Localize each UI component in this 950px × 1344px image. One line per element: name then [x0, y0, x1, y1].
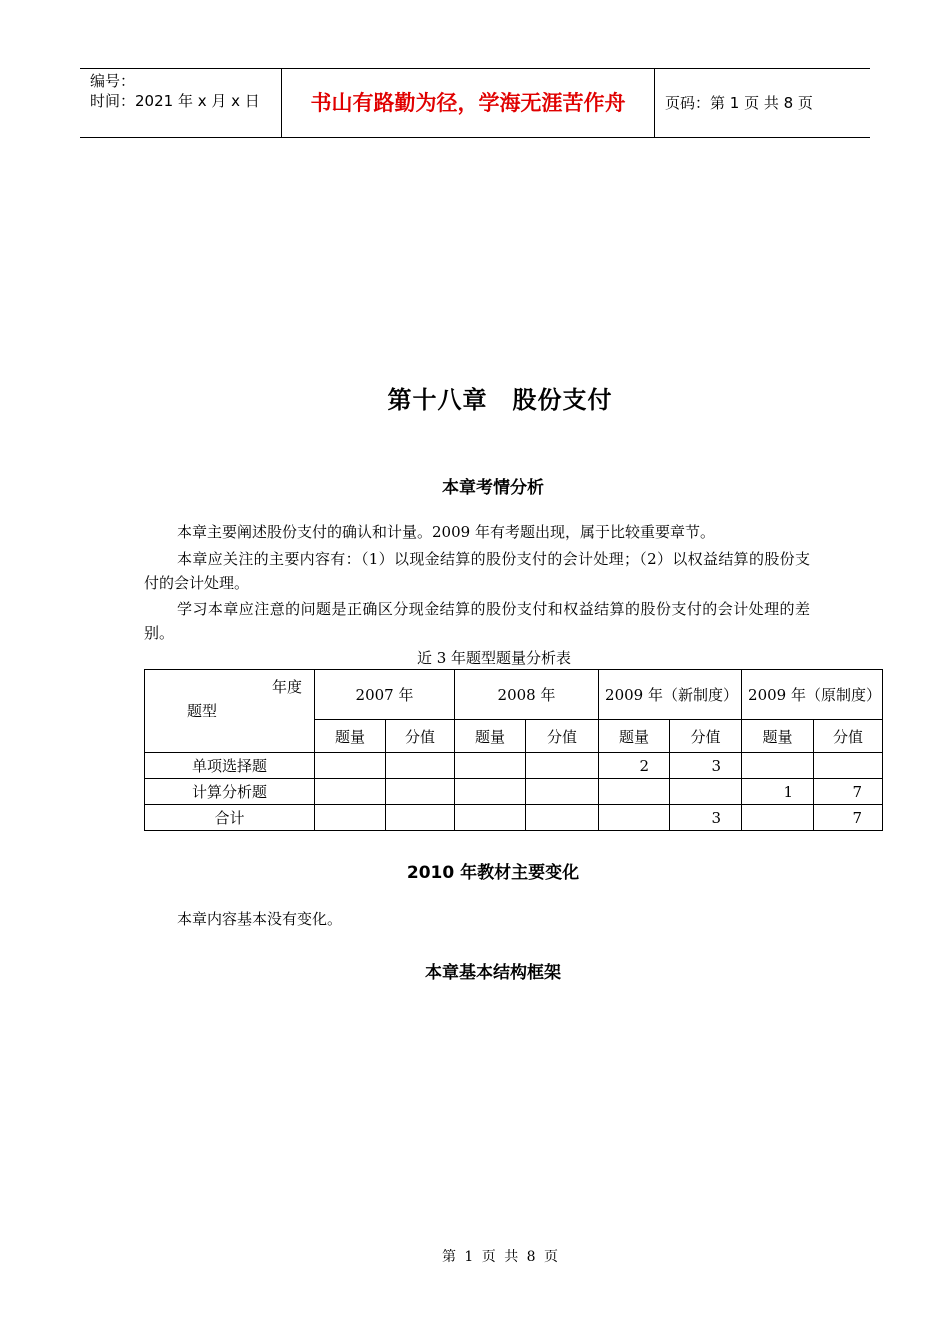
paragraph: 学习本章应注意的问题是正确区分现金结算的股份支付和权益结算的股份支付的会计处理的差别。 — [144, 600, 810, 642]
table-caption: 近 3 年题型题量分析表 — [416, 649, 572, 667]
table-cell — [315, 753, 386, 779]
paragraph: 本章内容基本没有变化。 — [177, 910, 343, 928]
table-cell — [526, 779, 599, 805]
section-title-framework: 本章基本结构框架 — [425, 963, 561, 983]
table-cell — [526, 805, 599, 831]
row-label: 合计 — [145, 805, 315, 831]
table-cell — [315, 805, 386, 831]
table-cell: 1 — [742, 779, 814, 805]
section-title-changes: 2010 年教材主要变化 — [406, 863, 580, 883]
paragraph: 本章应关注的主要内容有：（1）以现金结算的股份支付的会计处理；（2）以权益结算的股份支付的会计处理。 — [144, 550, 810, 592]
paragraph: 本章主要阐述股份支付的确认和计量。2009 年有考题出现，属于比较重要章节。 — [177, 523, 715, 541]
table-cell — [526, 753, 599, 779]
sub-header: 分值 — [526, 720, 599, 753]
table-cell — [455, 805, 526, 831]
number-label: 编号： — [90, 72, 136, 90]
page-footer: 第 1 页 共 8 页 — [441, 1249, 559, 1265]
section-title-analysis: 本章考情分析 — [442, 478, 544, 498]
table-cell — [386, 753, 455, 779]
question-stats-table — [144, 669, 883, 831]
header-page-label: 页码：第 1 页 共 8 页 — [665, 94, 813, 112]
header-meta — [80, 69, 281, 137]
table-row — [145, 805, 883, 831]
table-cell: 3 — [670, 753, 742, 779]
sub-header: 题量 — [742, 720, 814, 753]
year-header: 2009 年（新制度） — [599, 670, 742, 720]
table-cell: 7 — [814, 779, 883, 805]
chapter-title: 第十八章 股份支付 — [387, 386, 613, 414]
year-header: 2007 年 — [315, 670, 455, 720]
sub-header: 分值 — [670, 720, 742, 753]
year-header: 2008 年 — [455, 670, 599, 720]
table-cell — [315, 779, 386, 805]
table-cell — [599, 779, 670, 805]
table-cell — [455, 779, 526, 805]
corner-type-label: 题型 — [187, 702, 218, 720]
table-cell — [599, 805, 670, 831]
table-cell: 3 — [670, 805, 742, 831]
table-row — [145, 779, 883, 805]
year-header: 2009 年（原制度） — [742, 670, 883, 720]
header-motto: 书山有路勤为径，学海无涯苦作舟 — [281, 69, 655, 137]
table-cell — [386, 779, 455, 805]
table-cell — [386, 805, 455, 831]
page-header — [80, 68, 870, 138]
table-cell — [670, 779, 742, 805]
sub-header: 分值 — [386, 720, 455, 753]
sub-header: 题量 — [315, 720, 386, 753]
table-cell — [455, 753, 526, 779]
table-cell: 7 — [814, 805, 883, 831]
row-label: 单项选择题 — [145, 753, 315, 779]
sub-header: 题量 — [455, 720, 526, 753]
table-cell — [814, 753, 883, 779]
sub-header: 分值 — [814, 720, 883, 753]
corner-year-label: 年度 — [271, 678, 302, 696]
table-cell — [742, 753, 814, 779]
sub-header: 题量 — [599, 720, 670, 753]
table-cell: 2 — [599, 753, 670, 779]
time-label: 时间：2021 年 x 月 x 日 — [90, 92, 260, 110]
table-cell — [742, 805, 814, 831]
row-label: 计算分析题 — [145, 779, 315, 805]
table-row — [145, 753, 883, 779]
table-corner-cell — [145, 670, 315, 753]
